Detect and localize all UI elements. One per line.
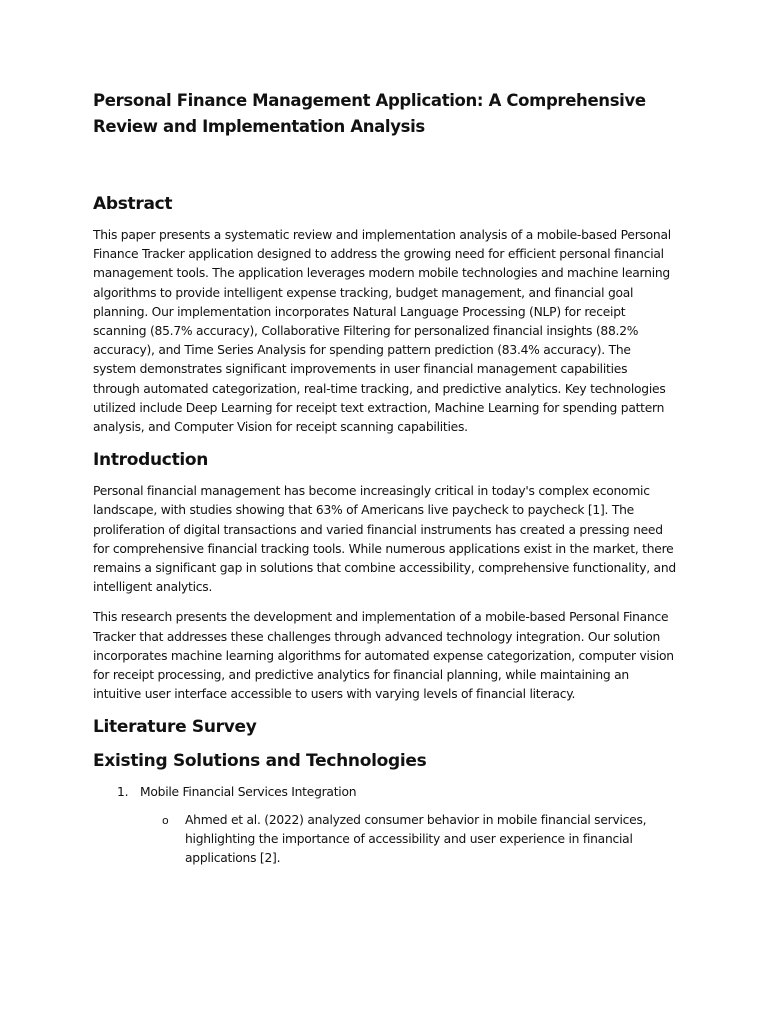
list-number: 1. <box>117 785 129 800</box>
sub-list-item-text: Ahmed et al. (2022) analyzed consumer behavior in mobile financial services, highlighting the importance of accessibility and user experience in financial applications [2]. <box>185 812 647 866</box>
sub-list-item <box>93 811 676 869</box>
introduction-paragraph: Personal financial management has become increasingly critical in today's complex economic landscape, with studies showing that 63% of Americans live paycheck to paycheck [1]. The proliferation of digital transactions and varied financial instruments has created a pressing need for comprehensive financial tracking tools. While numerous applications exist in the market, there remains a significant gap in solutions that combine accessibility, comprehensive functionality, and intelligent analytics. <box>93 484 676 595</box>
numbered-list <box>93 783 676 868</box>
introduction-heading: Introduction <box>93 450 209 471</box>
introduction-paragraph: This research presents the development and implementation of a mobile-based Personal Finance Tracker that addresses these challenges through advanced technology integration. Our solution incorporates machine learning algorithms for automated expense categorization, computer vision for receipt processing, and predictive analytics for financial planning, while maintaining an intuitive user interface accessible to users with varying levels of financial literacy. <box>93 610 674 702</box>
list-item <box>93 783 676 802</box>
list-item-label: Mobile Financial Services Integration <box>140 785 357 800</box>
bullet-glyph: o <box>162 813 169 827</box>
existing-solutions-heading: Existing Solutions and Technologies <box>93 751 427 772</box>
abstract-heading: Abstract <box>93 194 173 214</box>
abstract-body: This paper presents a systematic review and implementation analysis of a mobile-based Personal Finance Tracker application designed to address the growing need for efficient personal financial management tools. The application leverages modern mobile technologies and machine learning algorithms to provide intelligent expense tracking, budget management, and financial goal planning. Our implementation incorporates Natural Language Processing (NLP) for receipt scanning (85.7% accuracy), Collaborative Filtering for personalized financial insights (88.2% accuracy), and Time Series Analysis for spending pattern prediction (83.4% accuracy). The system demonstrates significant improvements in user financial management capabilities through automated categorization, real-time tracking, and predictive analytics. Key technologies utilized include Deep Learning for receipt text extraction, Machine Learning for spending pattern analysis, and Computer Vision for receipt scanning capabilities. <box>93 228 671 435</box>
paper-title: Personal Finance Management Application: A Comprehensive Review and Implementation Analysis <box>93 91 646 136</box>
literature-survey-heading: Literature Survey <box>93 717 257 738</box>
